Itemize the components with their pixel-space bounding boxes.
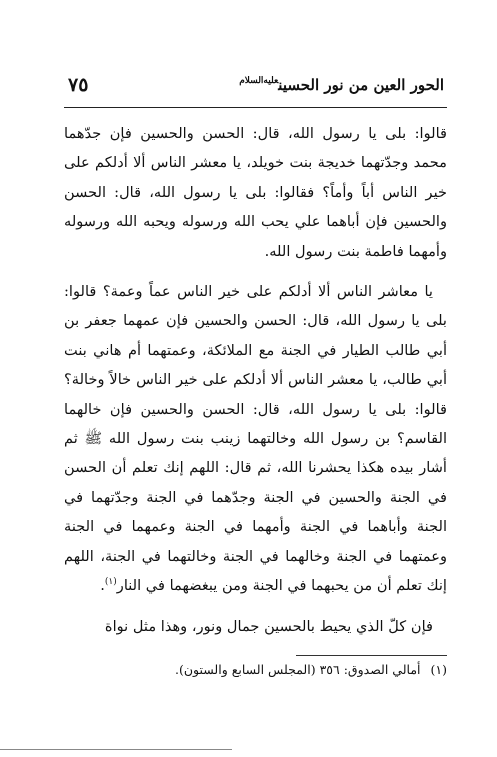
running-header [68, 76, 444, 100]
paragraph-2 [64, 277, 447, 600]
paragraph-1 [64, 119, 447, 266]
body-text [64, 119, 447, 641]
header-divider [64, 107, 447, 108]
paragraph-1-text: قالوا: بلى يا رسول الله، قال: الحسن والحسين فإن جدّهما محمد وجدّتهما خديجة بنت خويلد، يا معشر الناس ألا أدلكم على خير الناس أباً وأماً؟ فقالوا: بلى يا رسول الله، قال: الحسن والحسين فإن أباهما علي يحب الله ورسوله ويحبه الله ورسوله وأمهما فاطمة بنت رسول الله. [64, 125, 447, 260]
footnote-divider [296, 655, 447, 656]
footnote-text: أمالي الصدوق: ٣٥٦ (المجلس السابع والستون). [175, 662, 421, 677]
header-title-text: الحور العين من نور الحسين [278, 76, 444, 94]
paragraph-3-text: فإن كلّ الذي يحيط بالحسين جمال ونور، وهذا مثل نواة [104, 617, 433, 635]
footnote [64, 660, 447, 680]
footnote-reference[interactable]: (١) [104, 577, 117, 588]
honorific-mark: عليه‌السلام [239, 76, 279, 86]
running-header-title [239, 76, 444, 94]
paragraph-3 [64, 612, 447, 641]
paragraph-2-end: . [100, 577, 105, 595]
page-number: ٧٥ [68, 74, 89, 96]
bottom-edge-line [0, 749, 232, 750]
paragraph-2-text: يا معاشر الناس ألا أدلكم على خير الناس عماً وعمة؟ قالوا: بلى يا رسول الله، قال: الحسن والحسين فإن عمهما جعفر بن أبي طالب الطيار في الجنة مع الملائكة، وعمتهما أم هاني بنت أبي طالب، يا معشر الناس ألا أدلكم على خير الناس خالاً وخالة؟ قالوا: بلى يا رسول الله، قال: الحسن والحسين فإن خالهما القاسم؟ بن رسول الله وخالتهما زينب بنت رسول الله ﷺ ثم أشار بيده هكذا يحشرنا الله، ثم قال: اللهم إنك تعلم أن الحسن في الجنة والحسين في الجنة وجدّهما في الجنة وجدّتهما في الجنة وأباهما في الجنة وأمهما في الجنة وعمهما في الجنة وعمتهما في الجنة وخالهما في الجنة وخالتهما في الجنة، اللهم إنك تعلم أن من يحبهما في الجنة ومن يبغضهما في النار [64, 283, 447, 595]
footnote-number: (١) [430, 662, 447, 677]
